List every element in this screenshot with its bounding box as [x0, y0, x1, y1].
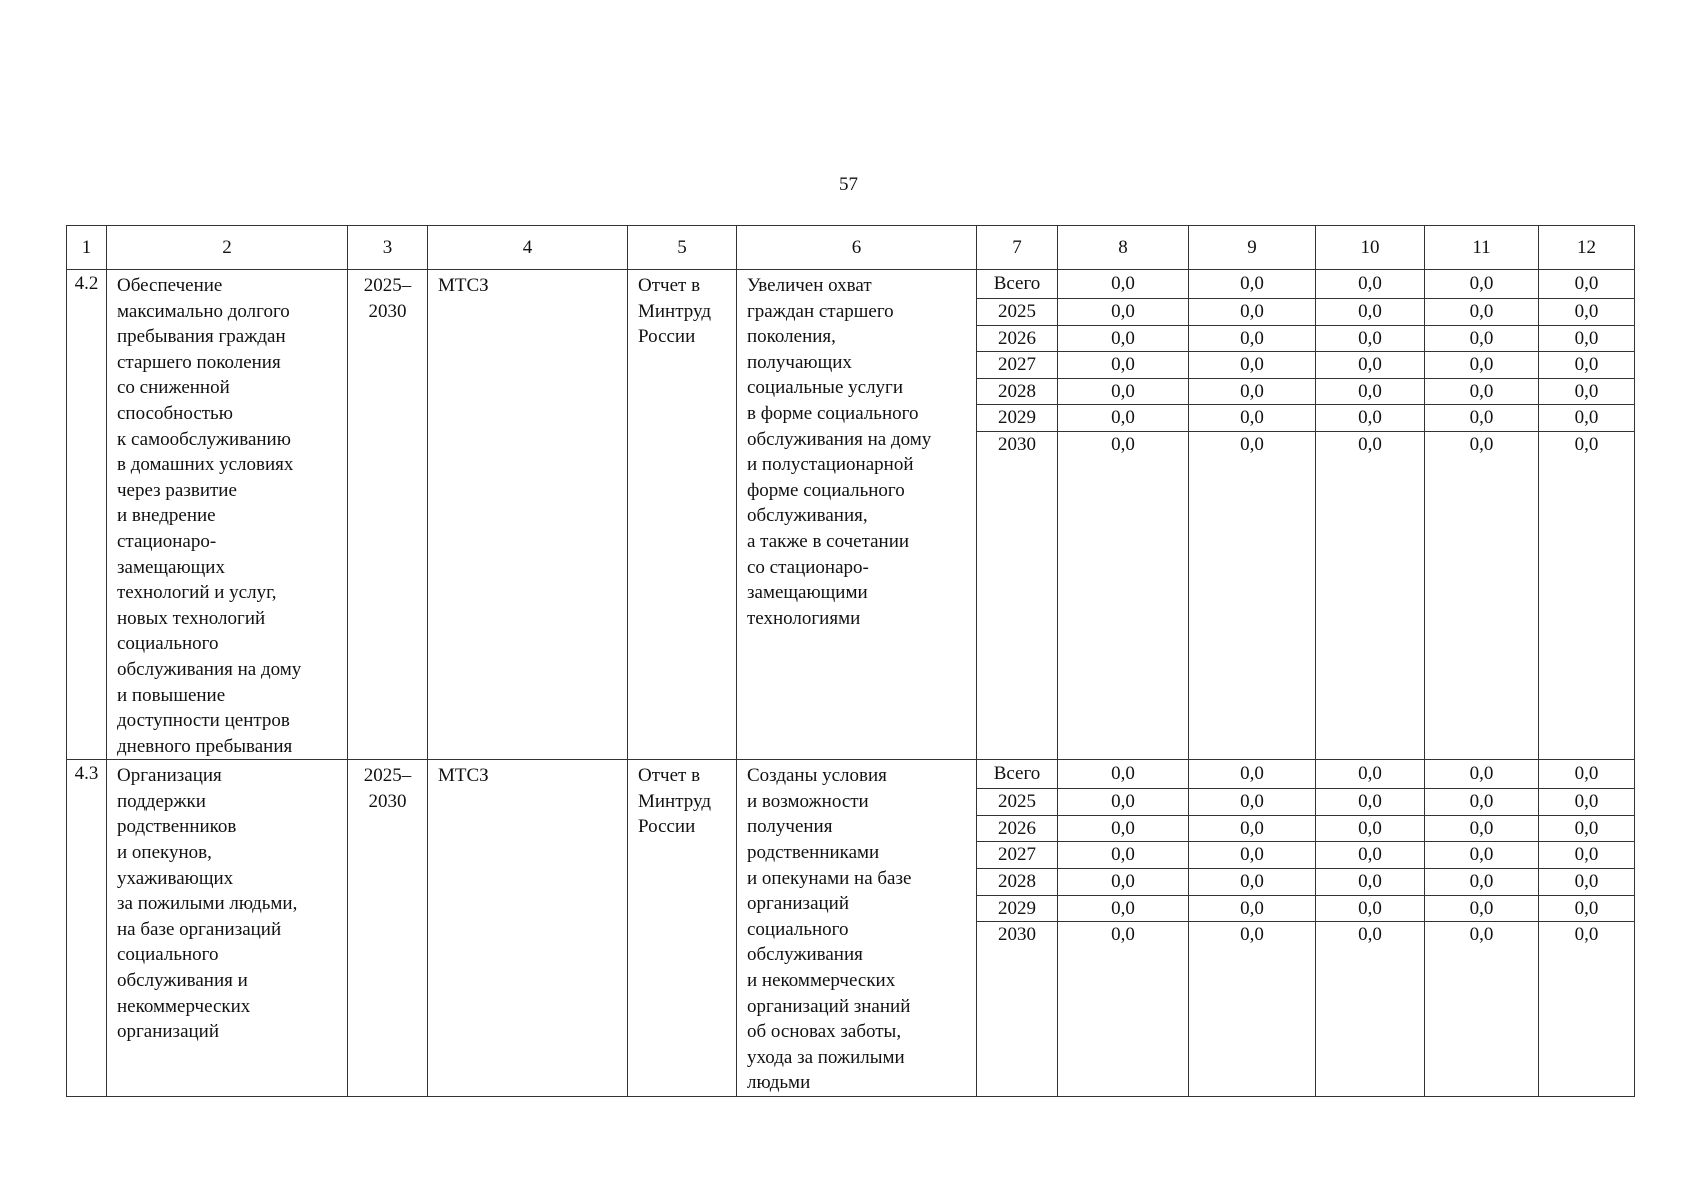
task-result: Созданы условия и возможности получения родственниками и опекунами на базе организаций социального обслуживания и некоммерческих организаций знаний об основах заботы, ухода за пожилыми людьми [737, 760, 977, 1097]
value-cell: 0,0 [1539, 405, 1634, 432]
value-cell: 0,0 [1189, 270, 1315, 299]
values-col-8 [1058, 760, 1189, 1097]
value-cell: 0,0 [1574, 433, 1599, 455]
value-cell: 0,0 [1316, 816, 1424, 843]
value-cell: 0,0 [1189, 352, 1315, 379]
years-cell [977, 760, 1058, 1097]
value-cell: 0,0 [1316, 379, 1424, 406]
header-cell: 10 [1316, 226, 1425, 270]
value-cell: 0,0 [1425, 326, 1538, 353]
year-label: 2029 [977, 896, 1057, 923]
value-cell: 0,0 [1316, 789, 1424, 816]
value-cell: 0,0 [1058, 842, 1188, 869]
program-table [66, 225, 1635, 1097]
value-cell: 0,0 [1539, 379, 1634, 406]
values-col-9 [1189, 760, 1316, 1097]
value-cell: 0,0 [1425, 379, 1538, 406]
values-col-9 [1189, 270, 1316, 760]
value-cell: 0,0 [1425, 299, 1538, 326]
value-cell: 0,0 [1189, 760, 1315, 789]
year-label: 2027 [977, 842, 1057, 869]
header-cell: 11 [1425, 226, 1539, 270]
value-cell: 0,0 [1539, 270, 1634, 299]
header-cell: 8 [1058, 226, 1189, 270]
value-cell: 0,0 [1058, 896, 1188, 923]
value-cell: 0,0 [1574, 924, 1599, 946]
header-row [67, 226, 1635, 270]
value-cell: 0,0 [1189, 842, 1315, 869]
value-cell: 0,0 [1240, 433, 1264, 455]
value-cell: 0,0 [1539, 869, 1634, 896]
value-cell: 0,0 [1425, 352, 1538, 379]
value-cell: 0,0 [1189, 816, 1315, 843]
task-number: 4.2 [67, 270, 107, 760]
value-cell: 0,0 [1539, 816, 1634, 843]
header-cell: 6 [737, 226, 977, 270]
year-label: 2030 [998, 924, 1036, 946]
task-period: 2025– 2030 [348, 760, 428, 1097]
value-cell: 0,0 [1058, 379, 1188, 406]
task-title: Обеспечение максимально долгого пребывания граждан старшего поколения со сниженной способностью к самообслуживанию в домашних условиях через развитие и внедрение стационаро- замещающих технологий и услуг, новых технологий социального обслуживания на дому и повышение доступности центров дневного пребывания [107, 270, 348, 760]
value-cell: 0,0 [1189, 326, 1315, 353]
value-cell: 0,0 [1316, 299, 1424, 326]
year-label: 2025 [977, 299, 1057, 326]
year-label: Всего [977, 760, 1057, 789]
year-label: 2025 [977, 789, 1057, 816]
task-executor: МТСЗ [428, 760, 628, 1097]
value-cell: 0,0 [1539, 896, 1634, 923]
value-cell: 0,0 [1316, 896, 1424, 923]
values-col-12 [1539, 270, 1635, 760]
value-cell: 0,0 [1189, 896, 1315, 923]
value-cell: 0,0 [1189, 869, 1315, 896]
years-cell [977, 270, 1058, 760]
value-cell: 0,0 [1058, 816, 1188, 843]
value-cell: 0,0 [1316, 869, 1424, 896]
value-cell: 0,0 [1058, 326, 1188, 353]
value-cell: 0,0 [1316, 326, 1424, 353]
task-result: Увеличен охват граждан старшего поколения, получающих социальные услуги в форме социального обслуживания на дому и полустационарной форме социального обслуживания, а также в сочетании со стационаро- замещающими технологиями [737, 270, 977, 760]
value-cell: 0,0 [1358, 924, 1382, 946]
value-cell: 0,0 [1316, 352, 1424, 379]
year-label: 2029 [977, 405, 1057, 432]
value-cell: 0,0 [1058, 352, 1188, 379]
value-cell: 0,0 [1316, 842, 1424, 869]
value-cell: 0,0 [1058, 270, 1188, 299]
page-number: 57 [839, 174, 858, 195]
values-col-11 [1425, 270, 1539, 760]
value-cell: 0,0 [1240, 924, 1264, 946]
value-cell: 0,0 [1058, 789, 1188, 816]
value-cell: 0,0 [1058, 405, 1188, 432]
year-label: 2030 [998, 433, 1036, 455]
task-number: 4.3 [67, 760, 107, 1097]
value-cell: 0,0 [1539, 789, 1634, 816]
task-report: Отчет в Минтруд России [628, 760, 737, 1097]
value-cell: 0,0 [1425, 816, 1538, 843]
header-cell: 7 [977, 226, 1058, 270]
value-cell: 0,0 [1358, 433, 1382, 455]
value-cell: 0,0 [1189, 789, 1315, 816]
value-cell: 0,0 [1189, 299, 1315, 326]
values-col-11 [1425, 760, 1539, 1097]
value-cell: 0,0 [1539, 299, 1634, 326]
year-label: 2028 [977, 379, 1057, 406]
task-title: Организация поддержки родственников и опекунов, ухаживающих за пожилыми людьми, на базе организаций социального обслуживания и некоммерческих организаций [107, 760, 348, 1097]
header-cell: 9 [1189, 226, 1316, 270]
task-executor: МТСЗ [428, 270, 628, 760]
value-cell: 0,0 [1058, 299, 1188, 326]
value-cell: 0,0 [1316, 270, 1424, 299]
value-cell: 0,0 [1425, 760, 1538, 789]
year-label: Всего [977, 270, 1057, 299]
value-cell: 0,0 [1539, 842, 1634, 869]
year-label: 2026 [977, 326, 1057, 353]
value-cell: 0,0 [1425, 896, 1538, 923]
value-cell: 0,0 [1425, 270, 1538, 299]
value-cell: 0,0 [1469, 924, 1494, 946]
values-col-12 [1539, 760, 1635, 1097]
value-cell: 0,0 [1058, 869, 1188, 896]
table-row [67, 760, 1635, 1097]
value-cell: 0,0 [1425, 789, 1538, 816]
header-cell: 12 [1539, 226, 1635, 270]
task-report: Отчет в Минтруд России [628, 270, 737, 760]
value-cell: 0,0 [1058, 760, 1188, 789]
values-col-10 [1316, 760, 1425, 1097]
header-cell: 3 [348, 226, 428, 270]
header-cell: 4 [428, 226, 628, 270]
values-col-10 [1316, 270, 1425, 760]
table-row [67, 270, 1635, 760]
task-period: 2025– 2030 [348, 270, 428, 760]
values-col-8 [1058, 270, 1189, 760]
header-cell: 1 [67, 226, 107, 270]
value-cell: 0,0 [1425, 869, 1538, 896]
value-cell: 0,0 [1189, 379, 1315, 406]
year-label: 2028 [977, 869, 1057, 896]
value-cell: 0,0 [1425, 842, 1538, 869]
value-cell: 0,0 [1425, 405, 1538, 432]
header-cell: 2 [107, 226, 348, 270]
header-cell: 5 [628, 226, 737, 270]
value-cell: 0,0 [1469, 433, 1494, 455]
value-cell: 0,0 [1316, 405, 1424, 432]
year-label: 2027 [977, 352, 1057, 379]
value-cell: 0,0 [1189, 405, 1315, 432]
value-cell: 0,0 [1539, 326, 1634, 353]
value-cell: 0,0 [1539, 760, 1634, 789]
year-label: 2026 [977, 816, 1057, 843]
value-cell: 0,0 [1316, 760, 1424, 789]
value-cell: 0,0 [1539, 352, 1634, 379]
value-cell: 0,0 [1111, 433, 1135, 455]
value-cell: 0,0 [1111, 924, 1135, 946]
